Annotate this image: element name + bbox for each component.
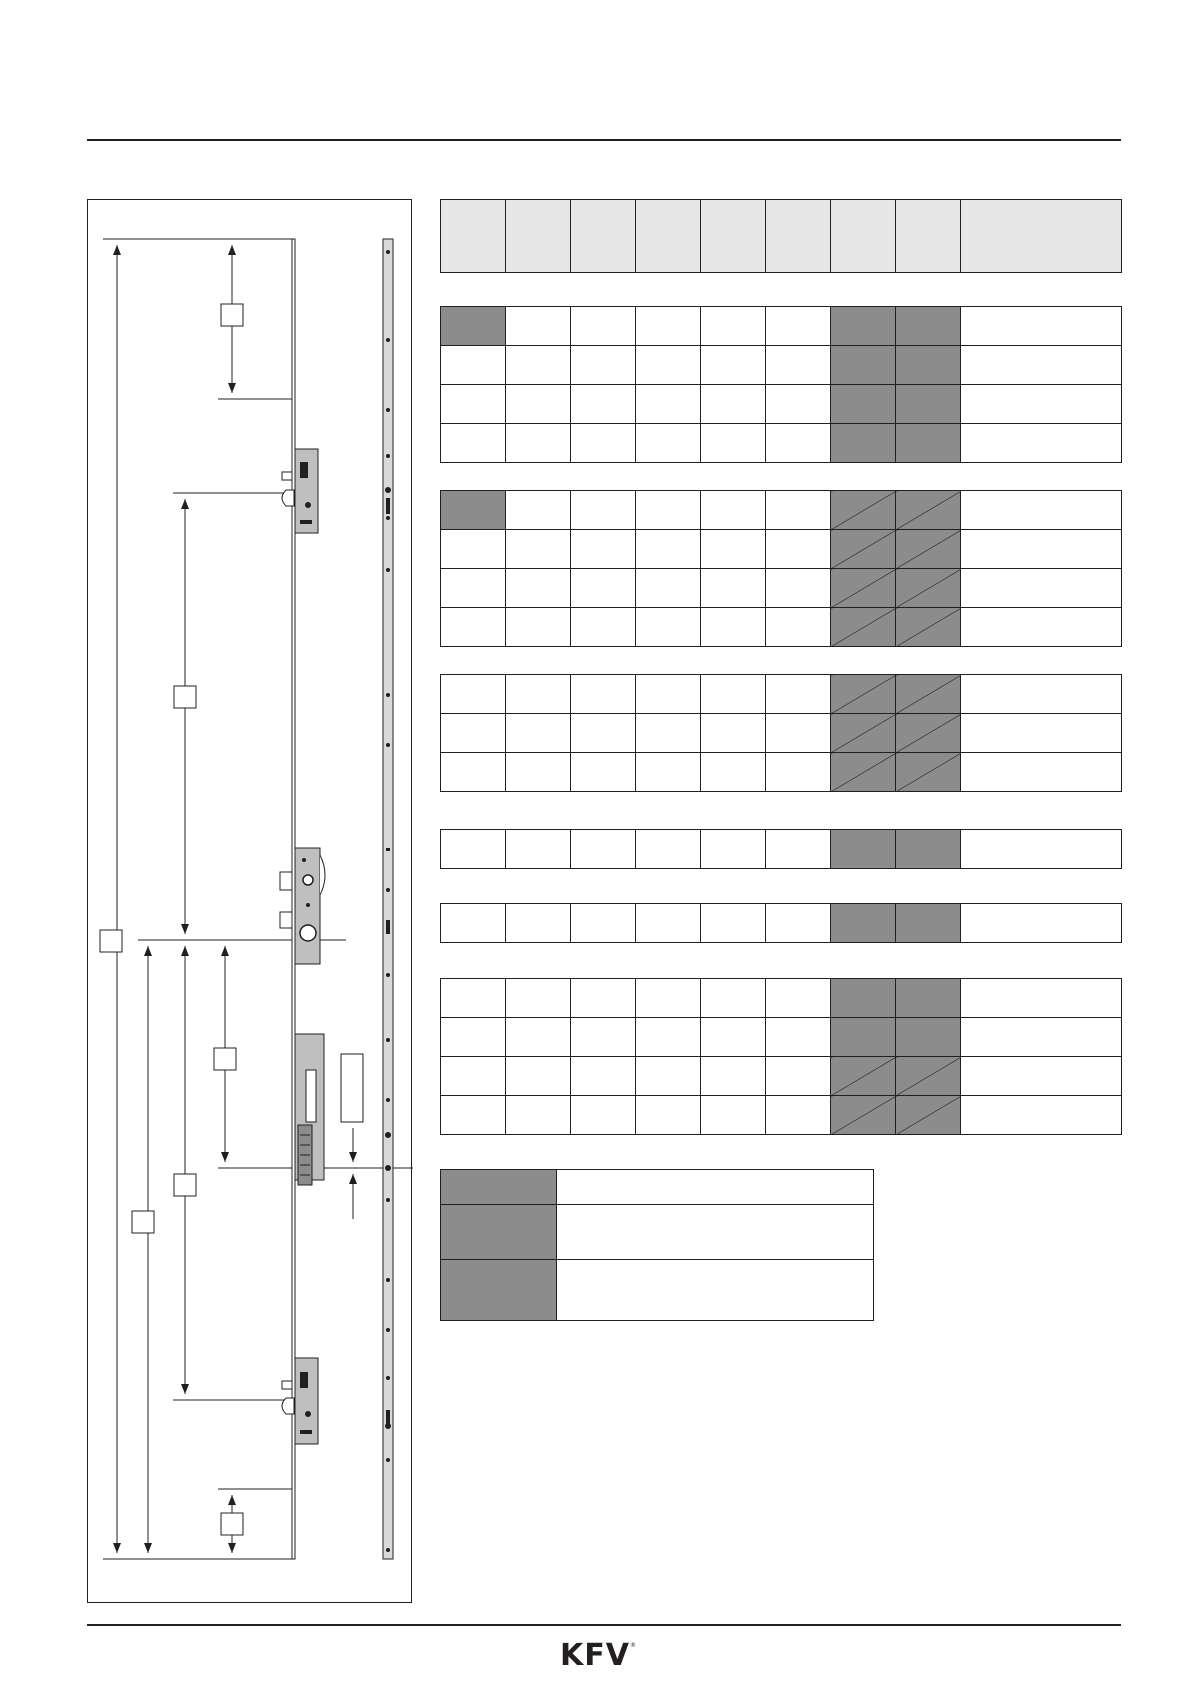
crossed-out-cell [896,491,961,530]
legend-text [557,1205,874,1260]
technical-drawing-frame [87,199,412,1603]
table-cell [441,904,506,943]
table-cell [441,385,506,424]
table-cell [636,491,701,530]
table-cell [961,1018,1122,1057]
shaded-cell [896,307,961,346]
header-cell [441,200,506,273]
header-cell [636,200,701,273]
crossed-out-cell [831,675,896,714]
table-cell [701,1018,766,1057]
spec-table-group-3 [440,674,1122,792]
table-cell [441,979,506,1018]
table-cell [441,675,506,714]
table-cell [571,714,636,753]
table-cell [441,1096,506,1135]
table-cell [441,830,506,869]
table-cell [961,904,1122,943]
table-cell [636,530,701,569]
crossed-out-cell [831,714,896,753]
table-cell [766,608,831,647]
table-cell [961,830,1122,869]
table-row [441,385,1122,424]
table-cell [506,1018,571,1057]
table-cell [441,530,506,569]
table-cell [766,307,831,346]
shaded-cell [831,904,896,943]
crossed-out-cell [896,1057,961,1096]
table-cell [961,385,1122,424]
table-row [441,675,1122,714]
table-cell [766,424,831,463]
table-cell [701,675,766,714]
table-cell [636,904,701,943]
spec-table-group-2 [440,490,1122,647]
crossed-out-cell [831,608,896,647]
table-cell [441,424,506,463]
table-cell [506,424,571,463]
table-cell [571,608,636,647]
crossed-out-cell [896,569,961,608]
legend-text [557,1260,874,1321]
table-cell [571,569,636,608]
table-cell [701,307,766,346]
table-cell [701,385,766,424]
shaded-cell [896,979,961,1018]
spec-table-group-4 [440,829,1122,869]
table-cell [636,1096,701,1135]
table-cell [961,753,1122,792]
header-cell [506,200,571,273]
table-cell [571,491,636,530]
shaded-cell [896,1018,961,1057]
table-cell [701,714,766,753]
spec-table-group-5 [440,903,1122,943]
shaded-cell [441,307,506,346]
shaded-cell [831,307,896,346]
header-cell [766,200,831,273]
table-cell [636,307,701,346]
table-cell [571,424,636,463]
table-cell [961,491,1122,530]
table-cell [571,346,636,385]
legend-swatch [441,1260,557,1321]
table-cell [766,830,831,869]
legend-swatch [441,1205,557,1260]
table-row [441,904,1122,943]
shaded-cell [896,385,961,424]
table-cell [571,675,636,714]
table-cell [961,1057,1122,1096]
table-cell [506,904,571,943]
table-cell [441,608,506,647]
table-cell [701,904,766,943]
table-cell [441,753,506,792]
crossed-out-cell [831,491,896,530]
table-cell [506,307,571,346]
table-cell [766,1096,831,1135]
table-row [441,1057,1122,1096]
spec-table-group-1 [440,306,1122,463]
table-cell [961,1096,1122,1135]
brand-logo [560,1638,637,1673]
shaded-cell [831,830,896,869]
table-cell [766,714,831,753]
table-cell [571,1096,636,1135]
legend-text [557,1170,874,1205]
table-cell [701,830,766,869]
table-cell [766,753,831,792]
table-row [441,979,1122,1018]
spec-table-header [440,199,1122,273]
table-cell [506,753,571,792]
table-row [441,608,1122,647]
table-cell [636,385,701,424]
table-cell [701,608,766,647]
table-cell [506,569,571,608]
registered-mark: ® [629,1642,637,1649]
table-cell [571,385,636,424]
table-cell [766,530,831,569]
table-cell [441,346,506,385]
shaded-cell [896,346,961,385]
shaded-cell [831,424,896,463]
header-cell [831,200,896,273]
shaded-cell [896,424,961,463]
shaded-cell [831,1018,896,1057]
shaded-cell [896,904,961,943]
multipoint-lock-drawing [88,200,413,1604]
table-cell [766,569,831,608]
header-cell [896,200,961,273]
header-cell [961,200,1122,273]
table-cell [766,346,831,385]
table-cell [441,714,506,753]
table-cell [701,530,766,569]
table-cell [766,1018,831,1057]
table-cell [571,530,636,569]
shaded-cell [441,491,506,530]
table-cell [961,424,1122,463]
table-row [441,1096,1122,1135]
table-cell [636,830,701,869]
crossed-out-cell [831,1096,896,1135]
table-cell [636,753,701,792]
top-rule [87,139,1121,141]
table-cell [701,424,766,463]
table-cell [961,675,1122,714]
table-cell [961,979,1122,1018]
legend-table [440,1169,874,1321]
crossed-out-cell [831,753,896,792]
table-cell [506,1096,571,1135]
table-cell [636,424,701,463]
bottom-rule [87,1624,1121,1626]
table-row [441,530,1122,569]
crossed-out-cell [896,675,961,714]
table-cell [636,346,701,385]
table-cell [506,346,571,385]
table-cell [636,1057,701,1096]
table-row [441,753,1122,792]
header-cell [571,200,636,273]
table-cell [701,753,766,792]
logo-text: KFV [560,1638,630,1673]
table-row [441,569,1122,608]
table-row [441,830,1122,869]
crossed-out-cell [896,714,961,753]
table-row [441,1018,1122,1057]
table-cell [961,346,1122,385]
shaded-cell [896,830,961,869]
header-cell [701,200,766,273]
table-cell [506,491,571,530]
table-cell [961,714,1122,753]
table-cell [961,569,1122,608]
table-cell [701,346,766,385]
table-cell [636,608,701,647]
table-cell [571,1018,636,1057]
table-row [441,714,1122,753]
table-cell [766,904,831,943]
table-cell [636,1018,701,1057]
table-cell [701,491,766,530]
table-cell [961,307,1122,346]
table-cell [506,979,571,1018]
table-row [441,307,1122,346]
table-cell [506,714,571,753]
table-cell [636,979,701,1018]
table-cell [506,608,571,647]
table-cell [571,904,636,943]
table-cell [571,753,636,792]
shaded-cell [831,979,896,1018]
crossed-out-cell [831,569,896,608]
table-cell [701,979,766,1018]
crossed-out-cell [896,530,961,569]
table-cell [506,530,571,569]
table-cell [766,675,831,714]
table-cell [766,491,831,530]
shaded-cell [831,385,896,424]
table-cell [766,385,831,424]
table-cell [701,1096,766,1135]
table-cell [636,675,701,714]
table-cell [571,307,636,346]
table-cell [571,979,636,1018]
table-cell [441,569,506,608]
crossed-out-cell [896,753,961,792]
table-cell [441,1057,506,1096]
table-cell [506,830,571,869]
crossed-out-cell [831,1057,896,1096]
crossed-out-cell [896,608,961,647]
crossed-out-cell [896,1096,961,1135]
table-cell [766,979,831,1018]
legend-swatch [441,1170,557,1205]
table-cell [961,608,1122,647]
table-cell [766,1057,831,1096]
table-cell [506,385,571,424]
table-cell [506,675,571,714]
table-cell [636,714,701,753]
table-cell [701,569,766,608]
table-cell [636,569,701,608]
table-cell [961,530,1122,569]
table-row [441,424,1122,463]
table-cell [441,1018,506,1057]
crossed-out-cell [831,530,896,569]
table-row [441,491,1122,530]
shaded-cell [831,346,896,385]
table-cell [506,1057,571,1096]
table-cell [571,1057,636,1096]
table-row [441,346,1122,385]
spec-table-group-6 [440,978,1122,1135]
table-cell [571,830,636,869]
table-cell [701,1057,766,1096]
